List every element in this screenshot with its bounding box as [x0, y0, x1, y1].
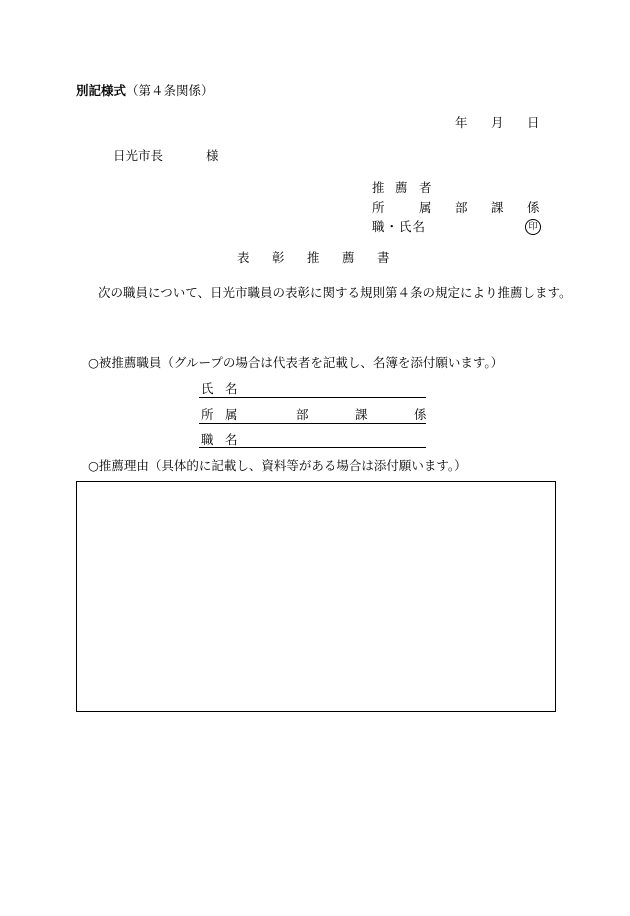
recommender-affiliation-2: 属: [419, 200, 432, 215]
nominee-name-label-1: 氏: [201, 381, 214, 396]
date-year: 年: [455, 115, 468, 130]
nominee-affiliation-1: 所: [201, 407, 214, 422]
nominee-unit: 係: [414, 407, 427, 422]
nominee-affiliation-2: 属: [225, 407, 238, 422]
recommender-heading-2: 薦: [395, 180, 408, 195]
reason-heading: ○推薦理由（具体的に記載し、資料等がある場合は添付願います。）: [88, 458, 467, 473]
recommender-department: 部: [455, 200, 468, 215]
body-text: 次の職員について、日光市職員の表彰に関する規則第４条の規定により推薦します。: [98, 285, 572, 300]
date-day: 日: [527, 115, 540, 130]
recommender-heading-3: 者: [419, 180, 432, 195]
nominee-position-label-1: 職: [201, 432, 214, 447]
form-number: [76, 85, 214, 98]
form-article: （第４条関係）: [126, 83, 214, 98]
addressee-title: 日光市長: [113, 148, 164, 163]
seal-mark: [525, 219, 541, 235]
nominee-position-label-2: 名: [225, 432, 238, 447]
form-label: 別記様式: [76, 83, 127, 98]
recommender-heading-1: 推: [372, 180, 385, 195]
nominee-affiliation-line[interactable]: [199, 423, 426, 424]
nominee-heading: ○被推薦職員（グループの場合は代表者を記載し、名簿を添付願います。）: [88, 355, 504, 370]
addressee-honorific: 様: [206, 148, 219, 163]
recommender-unit: 係: [527, 200, 540, 215]
date-month: 月: [491, 115, 504, 130]
recommender-position-name: 職・氏名: [372, 219, 427, 234]
nominee-section: 課: [355, 407, 368, 422]
nominee-position-line[interactable]: [199, 447, 426, 448]
title-char-2: 彰: [272, 250, 285, 265]
recommender-section: 課: [491, 200, 504, 215]
nominee-department: 部: [296, 407, 309, 422]
title-char-4: 薦: [342, 250, 355, 265]
title-char-1: 表: [237, 250, 250, 265]
seal-icon: 印: [525, 219, 541, 235]
recommender-affiliation-1: 所: [372, 200, 385, 215]
nominee-name-line[interactable]: [199, 397, 426, 398]
reason-textbox[interactable]: [76, 481, 556, 712]
nominee-name-label-2: 名: [225, 381, 238, 396]
title-char-5: 書: [377, 250, 390, 265]
title-char-3: 推: [307, 250, 320, 265]
